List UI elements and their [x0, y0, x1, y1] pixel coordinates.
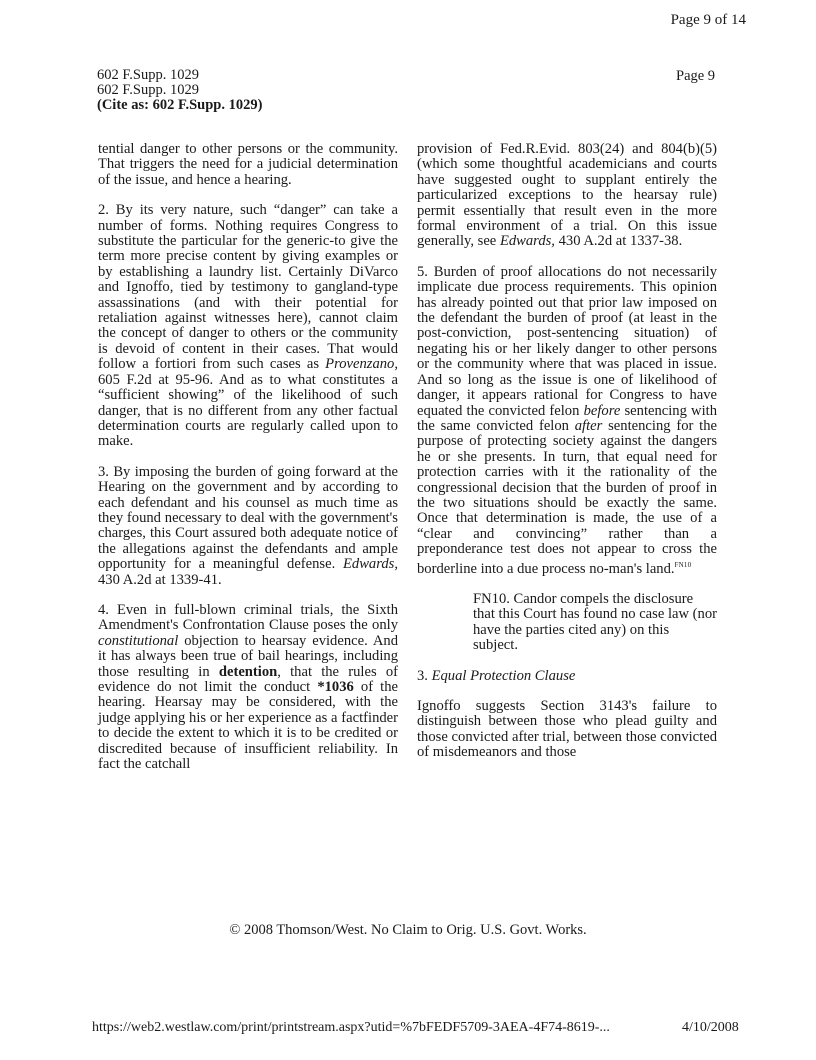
case-name: Edwards,	[499, 233, 555, 250]
citation-line: 602 F.Supp. 1029	[97, 82, 199, 98]
case-name: Edwards,	[342, 556, 398, 573]
copyright-footer: © 2008 Thomson/West. No Claim to Orig. U.S. Govt. Works.	[229, 922, 587, 938]
citation-block	[97, 68, 262, 113]
paragraph: Ignoffo suggests Section 3143's failure to distinguish between those who plead guilty and those convicted after trial, between those convicted of misdemeanors and those	[417, 698, 717, 761]
citation-line: 602 F.Supp. 1029	[97, 67, 199, 83]
left-column	[98, 142, 398, 787]
star-page-marker: *1036	[317, 679, 354, 695]
emphasis: after	[574, 417, 603, 434]
paragraph: 3. By imposing the burden of going forward at the Hearing on the government and by according to each defendant and his counsel as much time as they found necessary to deal with the government's charges, this Court assured both adequate notice of the allegations against the defendants and ample opportunity for a meaningful defense. Edwards, 430 A.2d at 1339-41.	[98, 463, 398, 588]
paragraph: 4. Even in full-blown criminal trials, the Sixth Amendment's Confrontation Clause poses the only constitutional objection to hearsay evidence. And it has always been true of bail hearings, including those resulting in detention, that the rules of evidence do not limit the conduct *1036 of the hearing. Hearsay may be considered, with the judge applying his or her experience as a factfinder to decide the extent to which it is to be credited or discredited because of insufficient reliability. In fact the catchall	[98, 601, 398, 773]
case-name: Provenzano,	[325, 356, 398, 373]
emphasis: constitutional	[98, 632, 179, 649]
cite-as-line: (Cite as: 602 F.Supp. 1029)	[97, 97, 263, 113]
paragraph: 2. By its very nature, such “danger” can take a number of forms. Nothing requires Congress to substitute the particular for the generic-to give the term more precise content by giving examples or by establishing a laundry list. Certainly DiVarco and Ignoffo, tied by testimony to gangland-type assassinations (and with their potential for retaliation against witnesses here), cannot claim the concept of danger to others or the community is devoid of content in their cases. That would follow a fortiori from such cases as Provenzano, 605 F.2d at 95-96. And as to what constitutes a “sufficient showing” of the likelihood of such danger, that is no different from any other factual determination courts are regularly called upon to make.	[98, 202, 398, 450]
paragraph: tential danger to other persons or the community. That triggers the need for a judicial determination of the issue, and hence a hearing.	[98, 141, 398, 188]
search-term-highlight: detention	[218, 663, 278, 680]
right-column	[417, 142, 717, 776]
section-heading: 3. Equal Protection Clause	[417, 667, 576, 684]
paragraph: provision of Fed.R.Evid. 803(24) and 804(b)(5) (which some thoughtful academicians and courts have suggested ought to supplant entirely the particularized exceptions to the hearsay rule) permit essentially that result even in the more formal environment of a trial. On this issue generally, see Edwards, 430 A.2d at 1337-38.	[417, 141, 717, 250]
emphasis: before	[583, 402, 621, 419]
footnote-reference-link[interactable]: FN10	[674, 560, 692, 569]
page-number: Page 9	[676, 68, 716, 84]
print-url: https://web2.westlaw.com/print/printstream.aspx?utid=%7bFEDF5709-3AEA-4F74-8619-...	[92, 1020, 610, 1035]
print-date: 4/10/2008	[682, 1020, 739, 1035]
footnote: FN10. Candor compels the disclosure that this Court has found no case law (nor have the parties cited any) on this subject.	[473, 590, 717, 654]
page-of-counter: Page 9 of 14	[670, 12, 746, 28]
paragraph: 5. Burden of proof allocations do not necessarily implicate due process requirements. This opinion has already pointed out that prior law imposed on the defendant the burden of proof (at least in the post-conviction, post-sentencing situation) of negating his or her likely danger to other persons or the community where that was placed in issue. And so long as the issue is one of likelihood of danger, it appears rational for Congress to have equated the convicted felon before sentencing with the same convicted felon after sentencing for the purpose of protecting society against the dangers he or she presents. In turn, that equal need for protection carries with it the rationality of the congressional decision that the burden of proof in the two situations should be exactly the same. Once that determination is made, the use of a “clear and convincing” rather than a preponderance test does not appear to cross the borderline into a due process no-man's land.$^{FN10}$	[417, 263, 718, 577]
